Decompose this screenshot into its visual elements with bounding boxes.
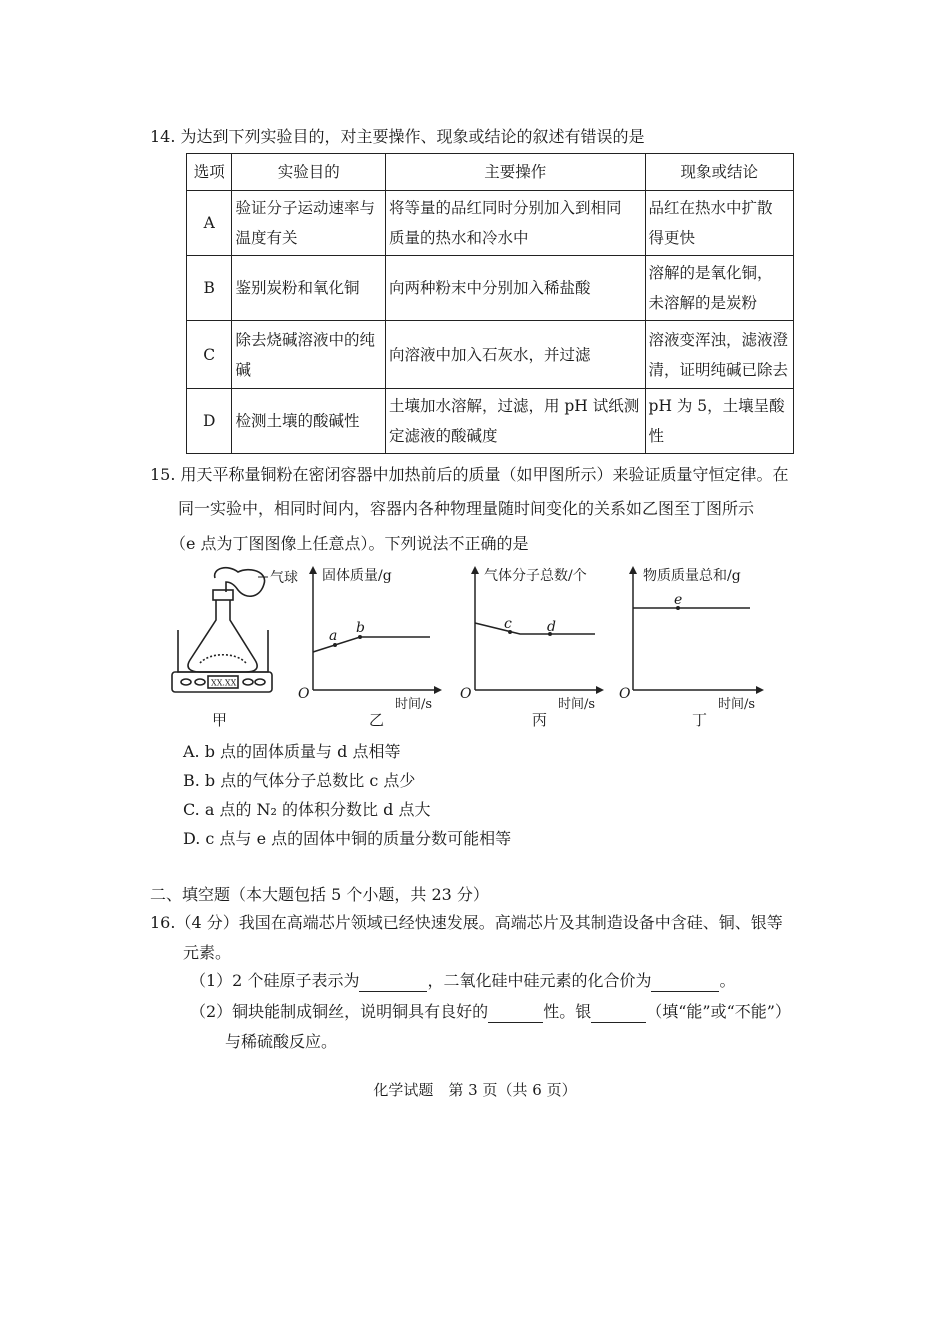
point-label-c: c xyxy=(504,616,512,632)
table-row xyxy=(187,191,794,256)
row-operation: 向溶液中加入石灰水，并过滤 xyxy=(385,321,645,389)
table-row xyxy=(187,389,794,454)
scale-readout: XX.XX xyxy=(211,678,237,688)
page-footer: 化学试题 第 3 页（共 6 页） xyxy=(373,1081,577,1099)
row-option: A xyxy=(187,191,232,256)
row-goal: 检测土壤的酸碱性 xyxy=(232,389,386,454)
row-operation: 向两种粉末中分别加入稀盐酸 xyxy=(385,256,645,321)
scale-button-icon xyxy=(195,679,205,685)
scale-button-icon xyxy=(243,679,253,685)
question-16-part-1: （1）2 个硅原子表示为 ，二氧化硅中硅元素的化合价为 。 xyxy=(190,971,736,990)
row-result: 溶解的是氧化铜， 未溶解的是炭粉 xyxy=(645,256,793,321)
question-16-part-2: （2）铜块能制成铜丝，说明铜具有良好的 性。银 （填“能”或“不能”） xyxy=(190,1002,791,1021)
experiment-table xyxy=(186,153,794,454)
option-d: D. c 点与 e 点的固体中铜的质量分数可能相等 xyxy=(183,829,512,848)
row-operation: 土壤加水溶解，过滤，用 pH 试纸测 定滤液的酸碱度 xyxy=(385,389,645,454)
graph-xlabel: 时间/s xyxy=(718,697,756,712)
x-arrow-icon xyxy=(434,686,442,694)
answer-blank[interactable] xyxy=(591,1006,646,1023)
graph-origin: O xyxy=(460,686,472,702)
balloon-icon xyxy=(215,568,265,597)
question-15-line-3: （e 点为丁图图像上任意点）。下列说法不正确的是 xyxy=(170,534,529,553)
x-arrow-icon xyxy=(756,686,764,694)
graph-origin: O xyxy=(298,686,310,702)
header-goal: 实验目的 xyxy=(232,154,386,191)
figure-label: 丙 xyxy=(532,711,548,729)
row-result: pH 为 5，土壤呈酸性 xyxy=(645,389,793,454)
row-option: C xyxy=(187,321,232,389)
graph-xlabel: 时间/s xyxy=(558,697,596,712)
option-b: B. b 点的气体分子总数比 c 点少 xyxy=(183,771,416,790)
row-goal: 鉴别炭粉和氧化铜 xyxy=(232,256,386,321)
copper-powder-icon xyxy=(200,655,246,663)
row-result: 溶液变浑浊，滤液澄 清，证明纯碱已除去 xyxy=(645,321,793,389)
point-label-a: a xyxy=(329,628,338,644)
option-c: C. a 点的 N₂ 的体积分数比 d 点大 xyxy=(183,800,431,819)
scale-guard-icon xyxy=(178,630,268,672)
row-goal: 验证分子运动速率与 温度有关 xyxy=(232,191,386,256)
answer-blank[interactable] xyxy=(651,975,719,992)
table-row xyxy=(187,256,794,321)
question-16-part-2-cont: 与稀硫酸反应。 xyxy=(225,1032,338,1051)
question-16-line-1: 16.（4 分）我国在高端芯片领域已经快速发展。高端芯片及其制造设备中含硅、铜、银等 xyxy=(150,913,783,932)
row-option: D xyxy=(187,389,232,454)
figure-label: 乙 xyxy=(369,711,385,729)
stopper-icon xyxy=(213,590,233,600)
y-arrow-icon xyxy=(629,566,637,574)
scale-button-icon xyxy=(181,679,191,685)
y-arrow-icon xyxy=(471,566,479,574)
row-result: 品红在热水中扩散 得更快 xyxy=(645,191,793,256)
answer-blank[interactable] xyxy=(359,975,427,992)
point-label-d: d xyxy=(547,619,556,635)
question-15-figures xyxy=(150,560,790,740)
question-16-line-2: 元素。 xyxy=(183,943,232,962)
header-operation: 主要操作 xyxy=(385,154,645,191)
header-result: 现象或结论 xyxy=(645,154,793,191)
row-operation: 将等量的品红同时分别加入到相同 质量的热水和冷水中 xyxy=(385,191,645,256)
point-label-b: b xyxy=(356,620,365,636)
graph-total-mass xyxy=(619,566,764,729)
table-header-row xyxy=(187,154,794,191)
graph-ylabel: 气体分子总数/个 xyxy=(484,568,587,584)
point-label-e: e xyxy=(674,592,683,608)
apparatus-figure xyxy=(172,568,272,692)
graph-gas-molecules xyxy=(460,566,604,729)
question-14-stem: 14. 为达到下列实验目的，对主要操作、现象或结论的叙述有错误的是 xyxy=(150,127,645,146)
balloon-label: 气球 xyxy=(270,570,298,586)
y-arrow-icon xyxy=(309,566,317,574)
answer-blank[interactable] xyxy=(488,1006,543,1023)
graph-origin: O xyxy=(619,686,631,702)
question-15-line-2: 同一实验中，相同时间内，容器内各种物理量随时间变化的关系如乙图至丁图所示 xyxy=(178,499,755,518)
graph-ylabel: 物质质量总和/g xyxy=(643,568,741,584)
flask-icon xyxy=(188,600,257,672)
graph-solid-mass xyxy=(298,566,442,729)
scale-button-icon xyxy=(255,679,265,685)
section-heading: 二、填空题（本大题包括 5 个小题，共 23 分） xyxy=(150,885,489,904)
header-option: 选项 xyxy=(187,154,232,191)
row-option: B xyxy=(187,256,232,321)
x-arrow-icon xyxy=(596,686,604,694)
row-goal: 除去烧碱溶液中的纯碱 xyxy=(232,321,386,389)
figure-label: 甲 xyxy=(212,711,228,729)
graph-xlabel: 时间/s xyxy=(395,697,433,712)
option-a: A. b 点的固体质量与 d 点相等 xyxy=(183,742,401,761)
figure-label: 丁 xyxy=(692,711,708,729)
question-15-line-1: 15. 用天平称量铜粉在密闭容器中加热前后的质量（如甲图所示）来验证质量守恒定律。在 xyxy=(150,465,789,484)
graph-ylabel: 固体质量/g xyxy=(322,568,392,584)
table-row xyxy=(187,321,794,389)
